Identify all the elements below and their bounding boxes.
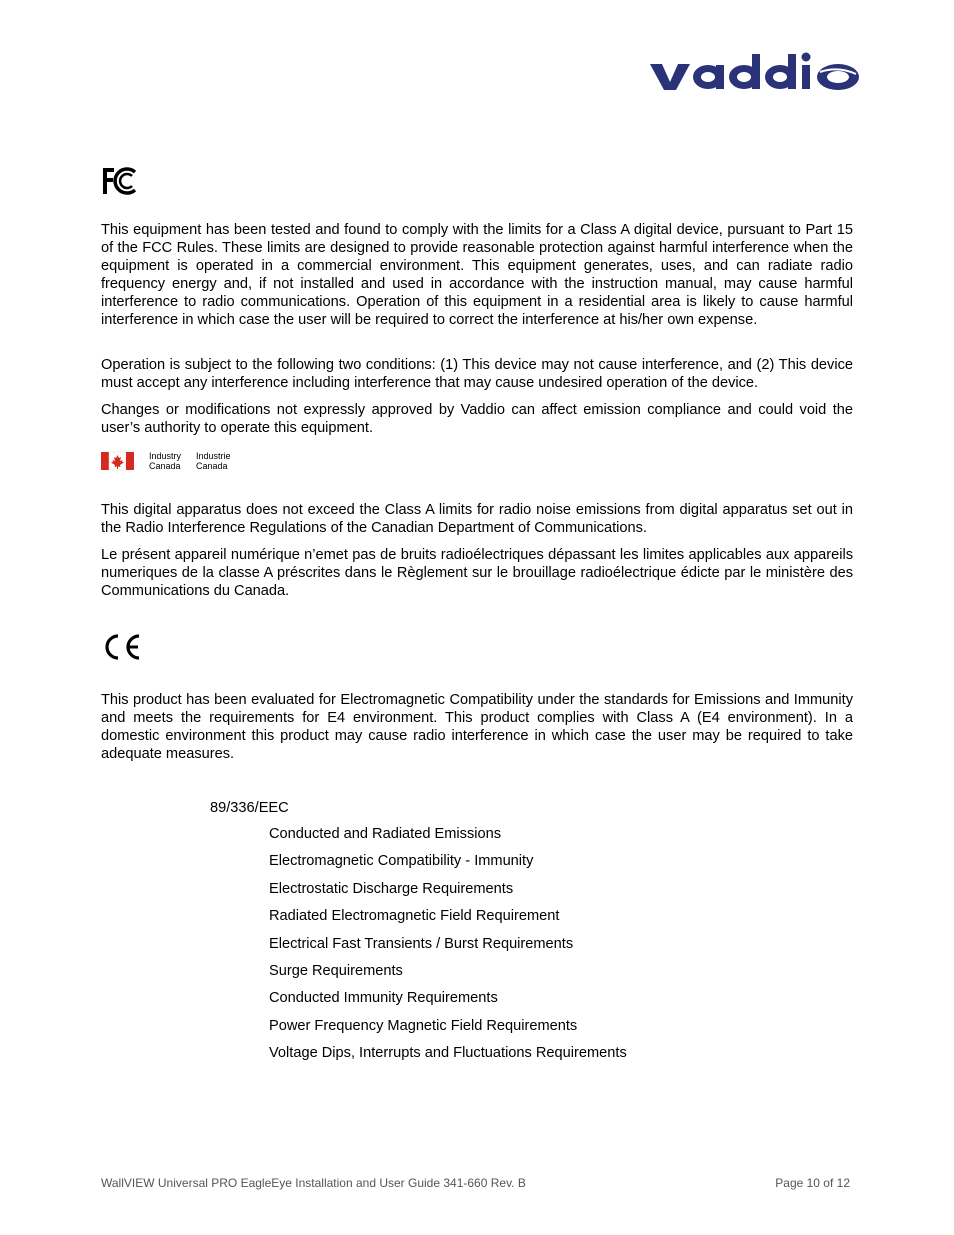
list-item: Power Frequency Magnetic Field Requirements [269, 1017, 578, 1034]
list-item: Conducted and Radiated Emissions [269, 826, 502, 842]
ic-en-line1: Industry [149, 451, 182, 461]
fcc-paragraph-3: Changes or modifications not expressly approved by Vaddio can affect emission compliance and could void the user’s authority to operate this equipment. [101, 402, 853, 436]
footer-page-number: Page 10 of 12 [775, 1176, 850, 1190]
ic-paragraph-fr: Le présent appareil numérique n’emet pas de bruits radioélectriques dépassant les limites applicables aux appareils numeriques de la classe A préscrites dans le Règlement sur le brouillage radioélectrique édicte par le ministère des Communications du Canada. [101, 547, 853, 599]
footer-doc-title: WallVIEW Universal PRO EagleEye Installation and User Guide 341-660 Rev. B [101, 1176, 526, 1190]
ce-standards-list [269, 826, 627, 1073]
fcc-paragraph-2: Operation is subject to the following two conditions: (1) This device may not cause interference, and (2) This device must accept any interference including interference that may cause undesired operation of the device. [101, 357, 853, 391]
ce-paragraph: This product has been evaluated for Electromagnetic Compatibility under the standards for Emissions and Immunity and meets the requirements for E4 environment. This product complies with Class A (E4 environment). In a domestic environment this product may cause radio interference in which case the user may be required to take adequate measures. [101, 692, 853, 762]
fcc-logo-icon [101, 166, 139, 196]
list-item: Radiated Electromagnetic Field Requirement [269, 908, 560, 925]
list-item: Electrical Fast Transients / Burst Requirements [269, 935, 574, 952]
ic-fr-line2: Canada [196, 461, 228, 471]
ic-paragraph-en: This digital apparatus does not exceed the Class A limits for radio noise emissions from digital apparatus set out in the Radio Interference Regulations of the Canadian Department of Communications. [101, 502, 853, 536]
ic-en-line2: Canada [149, 461, 181, 471]
ce-directive: 89/336/EEC [210, 800, 289, 816]
list-item: Electromagnetic Compatibility - Immunity [269, 853, 534, 870]
ic-fr-line1: Industrie [196, 451, 231, 461]
list-item: Conducted Immunity Requirements [269, 990, 498, 1007]
list-item: Voltage Dips, Interrupts and Fluctuations Requirements [269, 1045, 627, 1062]
industry-canada-logo [101, 449, 241, 473]
ce-mark-icon [101, 632, 143, 662]
vaddio-logo [648, 52, 862, 94]
list-item: Electrostatic Discharge Requirements [269, 880, 514, 897]
fcc-paragraph-1: This equipment has been tested and found to comply with the limits for a Class A digital device, pursuant to Part 15 of the FCC Rules. These limits are designed to provide reasonable protection against harmful interference when the equipment is operated in a commercial environment. This equipment generates, uses, and can radiate radio frequency energy and, if not installed and used in accordance with the instruction manual, may cause harmful interference to radio communications. Operation of this equipment in a residential area is likely to cause harmful interference in which case the user will be required to correct the interference at his/her own expense. [101, 222, 853, 328]
list-item: Surge Requirements [269, 962, 403, 979]
